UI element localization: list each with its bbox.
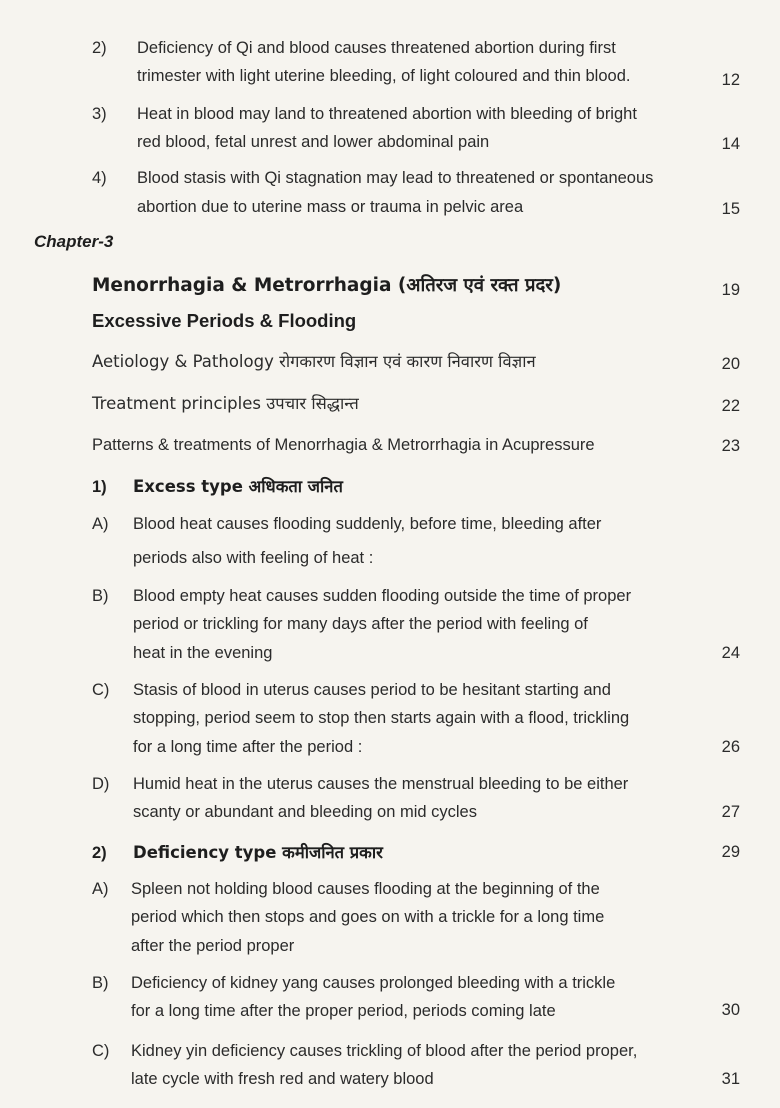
item-line: Heat in blood may land to threatened abortion with bleeding of bright xyxy=(137,105,637,123)
toc-entry-aetiology: Aetiology & Pathology रोगकारण विज्ञान एवं कारण निवारण विज्ञान xyxy=(92,352,536,371)
item-line: late cycle with fresh red and watery blood xyxy=(131,1070,434,1088)
section-number: 2) xyxy=(92,844,107,862)
section-number: 1) xyxy=(92,478,107,496)
item-letter: D) xyxy=(92,775,110,793)
page-number: 19 xyxy=(721,281,740,299)
page-number: 20 xyxy=(721,355,740,373)
item-line: Humid heat in the uterus causes the menstrual bleeding to be either xyxy=(133,775,629,793)
item-letter: B) xyxy=(92,587,109,605)
page-number: 23 xyxy=(721,437,740,455)
item-line: red blood, fetal unrest and lower abdominal pain xyxy=(137,133,490,151)
item-line: stopping, period seem to stop then starts again with a flood, trickling xyxy=(133,709,630,727)
section-heading-deficiency: Deficiency type कमीजनित प्रकार xyxy=(133,843,383,862)
item-line: Kidney yin deficiency causes trickling of blood after the period proper, xyxy=(131,1042,638,1060)
page-number: 15 xyxy=(721,200,740,218)
item-line: abortion due to uterine mass or trauma in pelvic area xyxy=(137,198,524,216)
toc-entry-treatment: Treatment principles उपचार सिद्धान्त xyxy=(92,394,359,413)
item-number: 2) xyxy=(92,39,107,57)
item-letter: C) xyxy=(92,1042,110,1060)
item-line: Deficiency of Qi and blood causes threatened abortion during first xyxy=(137,39,616,57)
page-number: 27 xyxy=(721,803,740,821)
item-line: for a long time after the proper period, periods coming late xyxy=(131,1002,556,1020)
chapter-heading: Menorrhagia & Metrorrhagia (अतिरज एवं रक्त प्रदर) xyxy=(92,275,562,296)
page-number: 24 xyxy=(721,644,740,662)
page-number: 29 xyxy=(721,843,740,861)
item-line: for a long time after the period : xyxy=(133,738,363,756)
item-line: period or trickling for many days after the period with feeling of xyxy=(133,615,588,633)
item-line: after the period proper xyxy=(131,937,295,955)
item-line: trimester with light uterine bleeding, of light coloured and thin blood. xyxy=(137,67,631,85)
page-number: 14 xyxy=(721,135,740,153)
item-line: Deficiency of kidney yang causes prolonged bleeding with a trickle xyxy=(131,974,616,992)
item-line: periods also with feeling of heat : xyxy=(133,549,374,567)
item-number: 4) xyxy=(92,169,107,187)
item-line: Spleen not holding blood causes flooding at the beginning of the xyxy=(131,880,600,898)
item-letter: C) xyxy=(92,681,110,699)
page-number: 22 xyxy=(721,397,740,415)
item-line: Blood stasis with Qi stagnation may lead to threatened or spontaneous xyxy=(137,169,654,187)
page-number: 12 xyxy=(721,71,740,89)
page-number: 26 xyxy=(721,738,740,756)
item-line: Blood empty heat causes sudden flooding outside the time of proper xyxy=(133,587,632,605)
item-line: heat in the evening xyxy=(133,644,273,662)
toc-entry-patterns: Patterns & treatments of Menorrhagia & Metrorrhagia in Acupressure xyxy=(92,436,595,454)
chapter-label: Chapter-3 xyxy=(34,232,114,251)
item-letter: B) xyxy=(92,974,109,992)
section-heading-excess: Excess type अधिकता जनित xyxy=(133,477,343,496)
item-line: Stasis of blood in uterus causes period to be hesitant starting and xyxy=(133,681,611,699)
page-number: 30 xyxy=(721,1001,740,1019)
item-letter: A) xyxy=(92,515,109,533)
item-line: Blood heat causes flooding suddenly, before time, bleeding after xyxy=(133,515,602,533)
item-number: 3) xyxy=(92,105,107,123)
item-letter: A) xyxy=(92,880,109,898)
chapter-subheading: Excessive Periods & Flooding xyxy=(92,310,357,331)
page-number: 31 xyxy=(721,1070,740,1088)
item-line: period which then stops and goes on with a trickle for a long time xyxy=(131,908,605,926)
item-line: scanty or abundant and bleeding on mid cycles xyxy=(133,803,477,821)
